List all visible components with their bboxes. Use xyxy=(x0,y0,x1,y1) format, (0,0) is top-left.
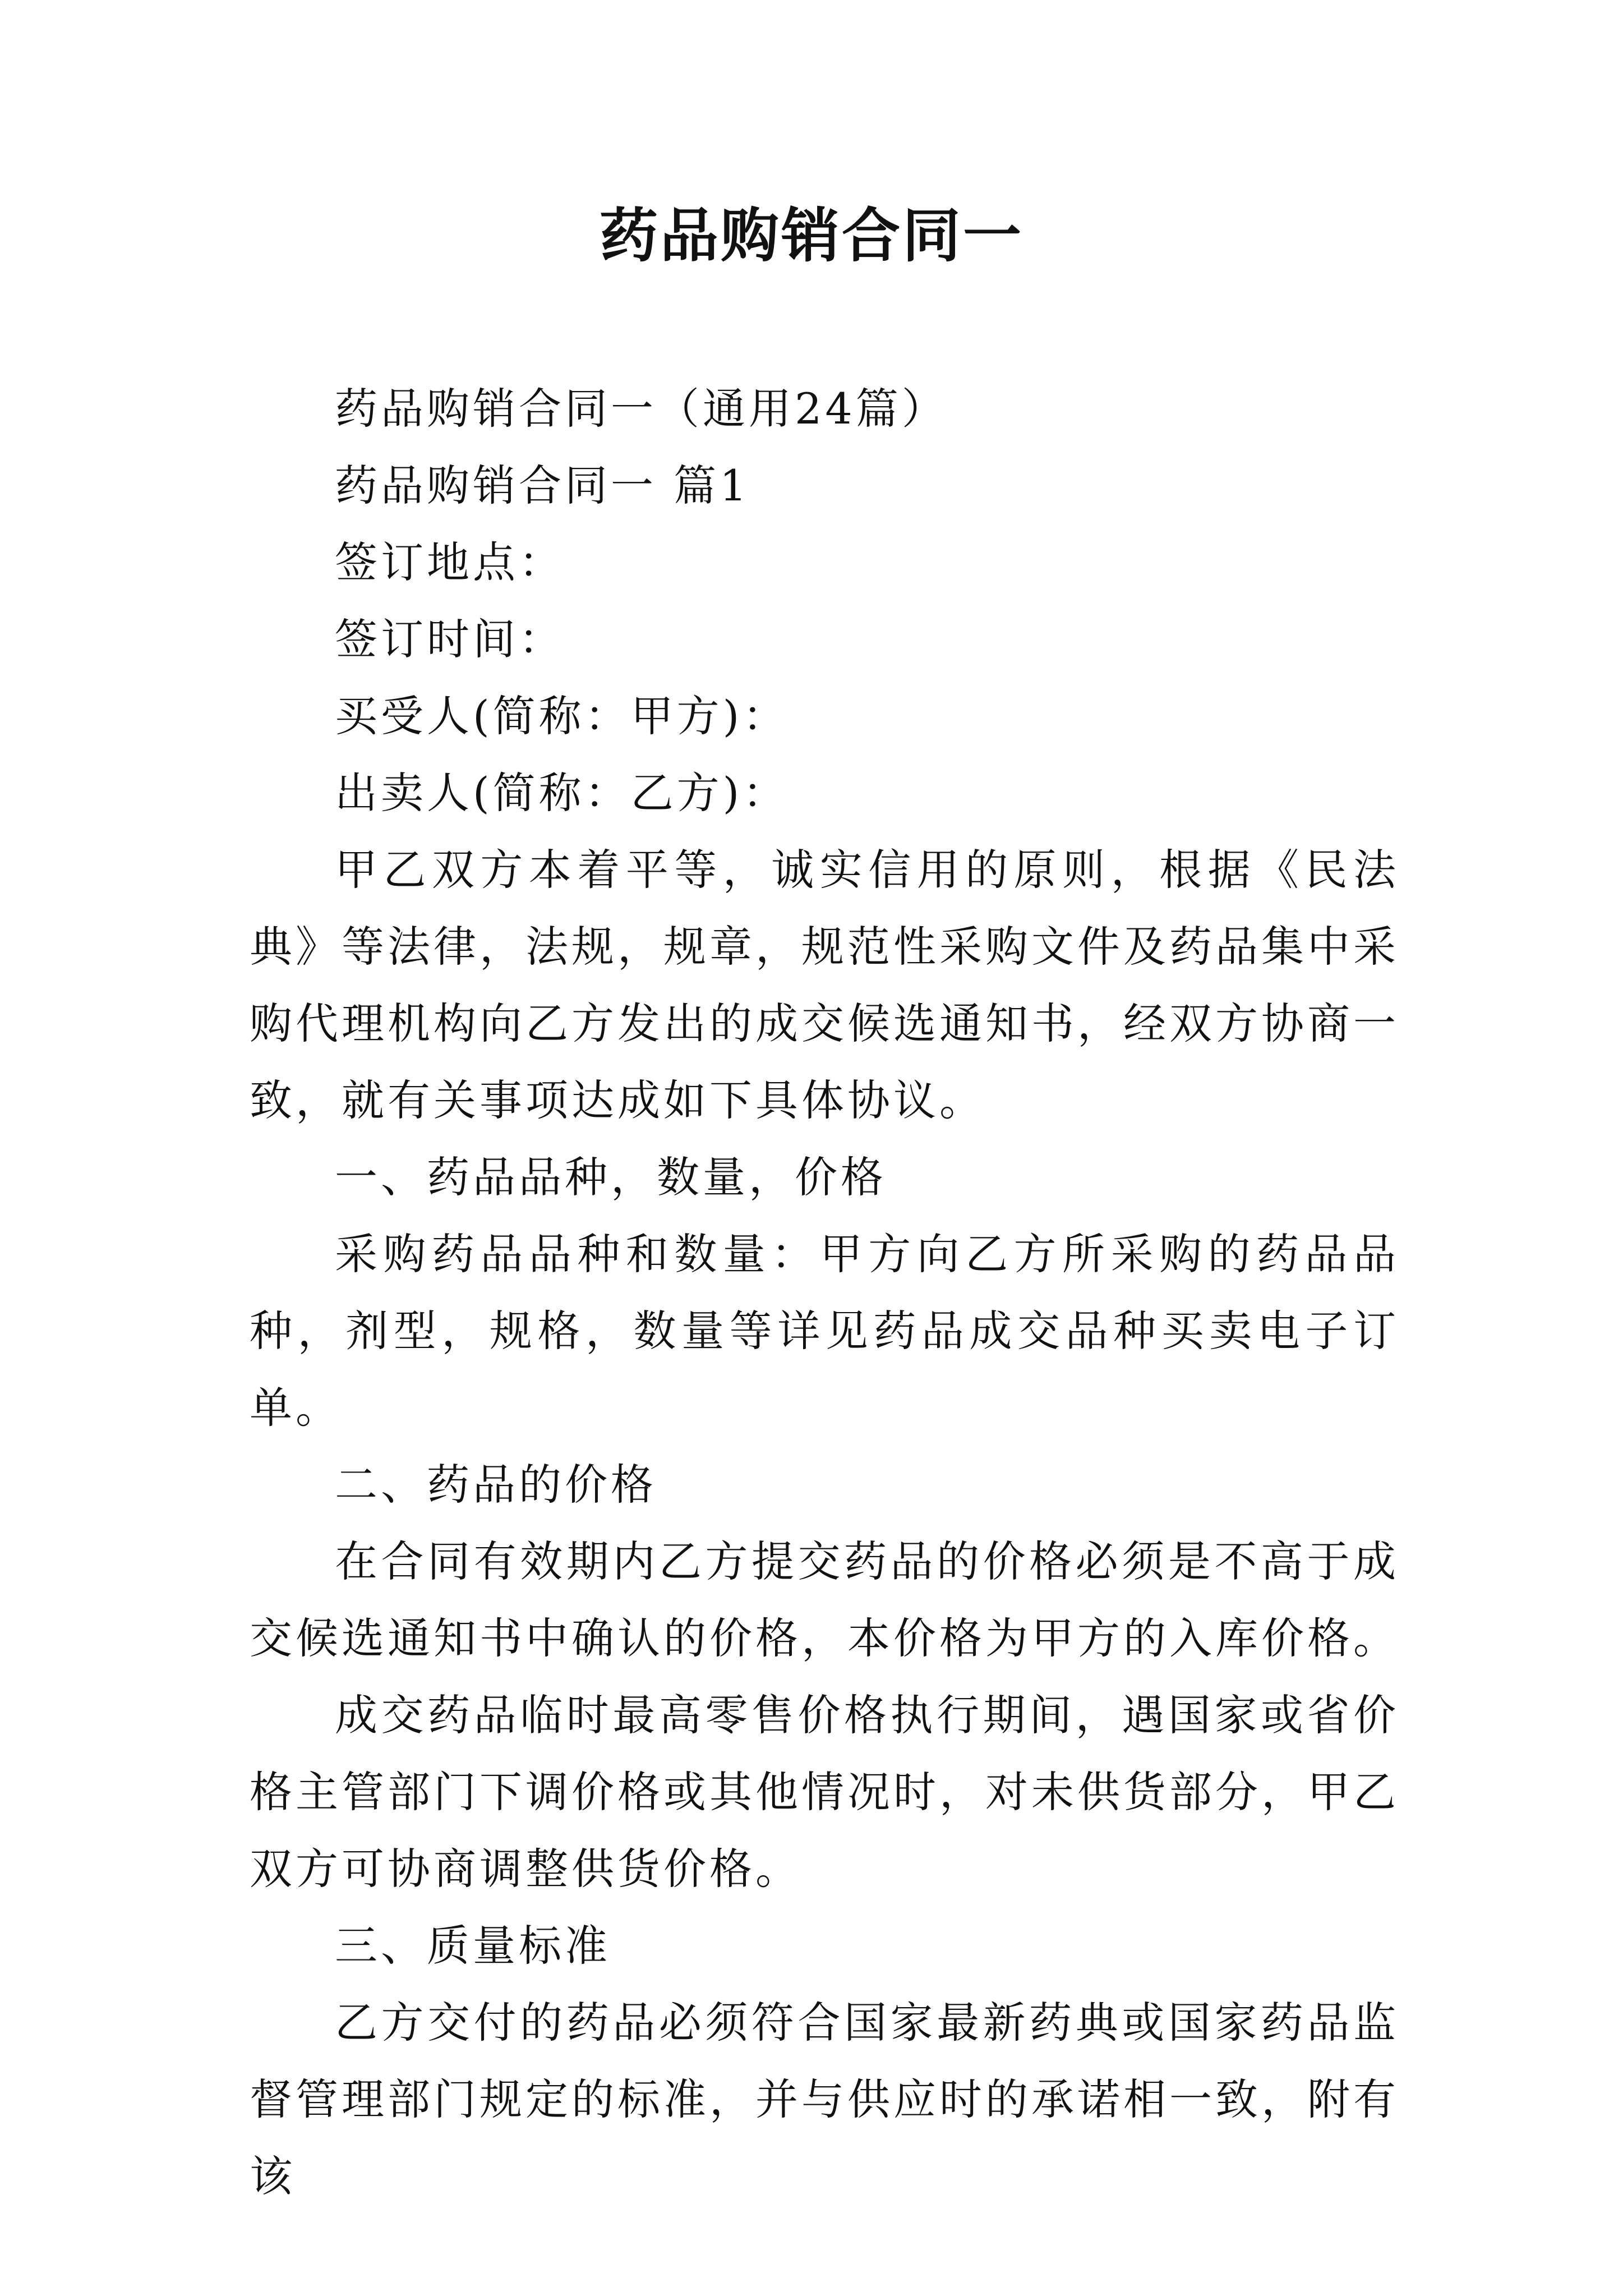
field-buyer: 买受人(简称：甲方)： xyxy=(335,691,789,741)
heading-clause-2: 二、药品的价格 xyxy=(335,1460,657,1510)
field-signing-time: 签订时间： xyxy=(335,614,565,664)
field-signing-place: 签订地点： xyxy=(335,537,565,587)
paragraph-preamble: 甲乙双方本着平等，诚实信用的原则，根据《民法典》等法律，法规，规章，规范性采购文件及药品集中采购代理机构向乙方发出的成交候选通知书，经双方协商一致，就有关事项达成如下具体协议。 xyxy=(250,845,1399,1125)
paragraph-clause-2a: 在合同有效期内乙方提交药品的价格必须是不高于成交候选通知书中确认的价格，本价格为甲方的入库价格。 xyxy=(250,1536,1399,1663)
document-title: 药品购销合同一 xyxy=(599,201,1023,270)
paragraph-clause-3: 乙方交付的药品必须符合国家最新药典或国家药品监督管理部门规定的标准，并与供应时的承诺相一致，附有该 xyxy=(250,1998,1399,2201)
document-body xyxy=(250,370,1399,2215)
paragraph-clause-1: 采购药品品种和数量：甲方向乙方所采购的药品品种，剂型，规格，数量等详见药品成交品种买卖电子订单。 xyxy=(250,1229,1399,1433)
document-subtitle: 药品购销合同一（通用24篇） xyxy=(335,384,948,434)
heading-clause-1: 一、药品品种，数量，价格 xyxy=(335,1152,887,1202)
paragraph-clause-2b: 成交药品临时最高零售价格执行期间，遇国家或省价格主管部门下调价格或其他情况时，对未供货部分，甲乙双方可协商调整供货价格。 xyxy=(250,1690,1399,1894)
section-heading: 药品购销合同一 篇1 xyxy=(335,461,750,510)
heading-clause-3: 三、质量标准 xyxy=(335,1921,611,1971)
field-seller: 出卖人(简称：乙方)： xyxy=(335,768,789,818)
